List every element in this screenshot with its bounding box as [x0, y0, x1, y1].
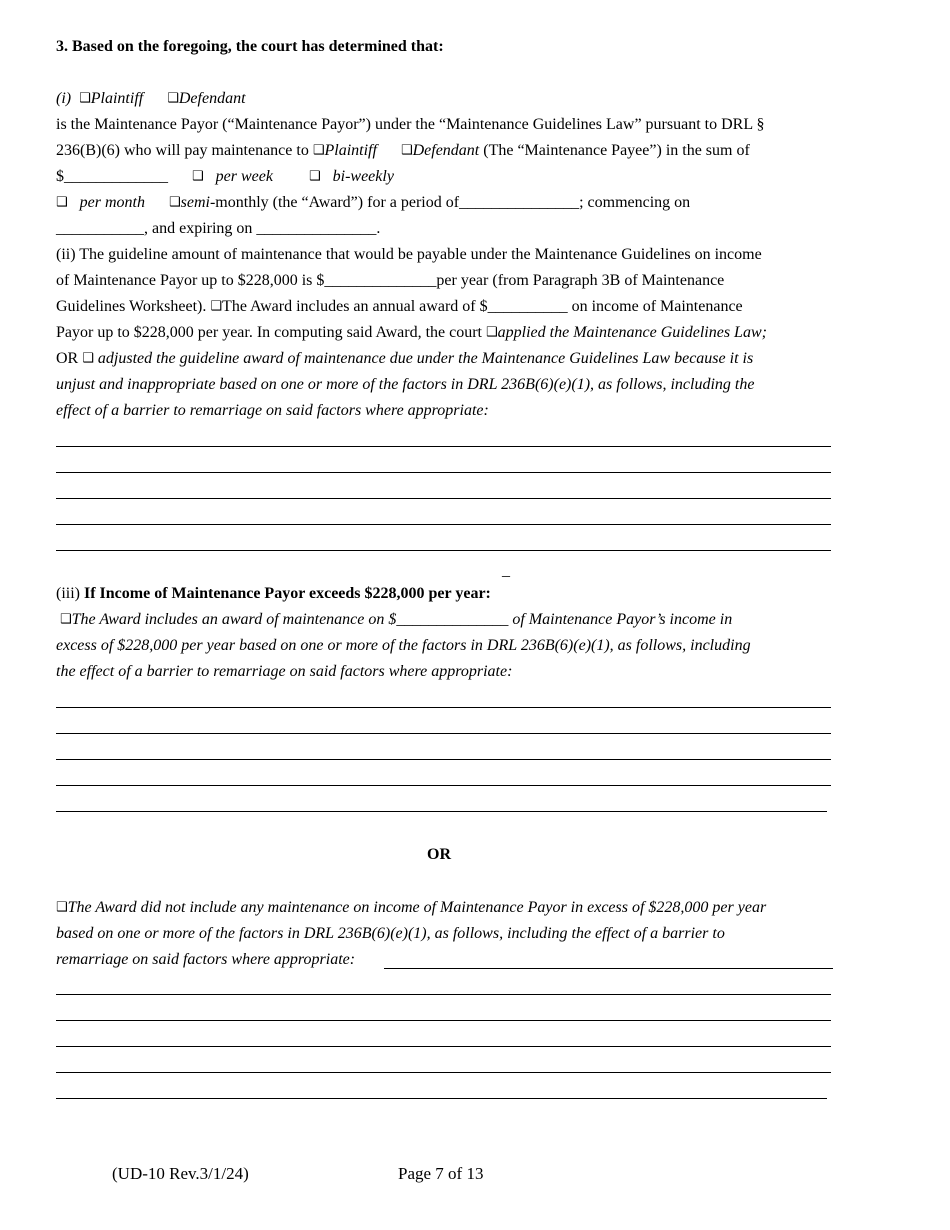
- computing-award-text: Payor up to $228,000 per year. In computing said Award, the court: [56, 324, 486, 341]
- part-ii-line-5: [56, 349, 753, 370]
- part-iii-heading: If Income of Maintenance Payor exceeds $228,000 per year:: [84, 585, 491, 602]
- alt-line-3: remarriage on said factors where appropriate:: [56, 951, 356, 968]
- page-number: Page 7 of 13: [398, 1164, 484, 1183]
- section-heading: 3. Based on the foregoing, the court has determined that:: [56, 38, 444, 55]
- excess-amount-field[interactable]: ______________: [396, 611, 509, 628]
- part-ii-line-1: (ii) The guideline amount of maintenance that would be payable under the Maintenance Guidelines on income: [56, 246, 762, 263]
- part-iii-writing-line[interactable]: [56, 811, 827, 812]
- part-i-payee-line: [56, 141, 750, 162]
- part-i-party-line: [56, 89, 246, 110]
- part-ii-line-3: [56, 297, 743, 318]
- checkbox-icon[interactable]: ❑: [82, 351, 94, 366]
- part-i-frequency-line: [56, 193, 690, 214]
- part-ii-line-7: effect of a barrier to remarriage on said factors where appropriate:: [56, 402, 489, 419]
- part-ii-line-4: [56, 323, 767, 344]
- payee-defendant-label: Defendant: [412, 142, 480, 159]
- part-ii-line-2: of Maintenance Payor up to $228,000 is $______________per year (from Paragraph 3B of Maintenance: [56, 272, 725, 289]
- checkbox-icon[interactable]: ❑: [167, 91, 179, 106]
- part-iii-heading-line: [56, 584, 491, 604]
- alt-writing-line[interactable]: [56, 1020, 831, 1021]
- checkbox-icon[interactable]: ❑: [308, 169, 321, 184]
- checkbox-icon[interactable]: ❑: [79, 91, 91, 106]
- part-iii-writing-line[interactable]: [56, 785, 831, 786]
- part-ii-line-6: unjust and inappropriate based on one or more of the factors in DRL 236B(6)(e)(1), as follows, including the: [56, 376, 755, 393]
- part-ii-writing-line[interactable]: [56, 524, 831, 525]
- part-ii-writing-line[interactable]: [56, 472, 831, 473]
- checkbox-icon[interactable]: ❑: [168, 195, 181, 210]
- semi-label: semi: [180, 194, 210, 211]
- adjusted-award-label: adjusted the guideline award of maintenance due under the Maintenance Guidelines Law because it is: [93, 350, 754, 367]
- part-ii-writing-line[interactable]: [56, 550, 831, 551]
- annual-award-text: The Award includes an annual award of $__________ on income of Maintenance: [222, 298, 743, 315]
- payee-intro-text: 236(B)(6) who will pay maintenance to: [56, 142, 313, 159]
- part-i-payor-line: is the Maintenance Payor (“Maintenance Payor”) under the “Maintenance Guidelines Law” pursuant to DRL §: [56, 116, 765, 133]
- checkbox-icon[interactable]: ❑: [400, 143, 413, 158]
- checkbox-icon[interactable]: ❑: [210, 299, 223, 314]
- worksheet-ref-text: Guidelines Worksheet).: [56, 298, 211, 315]
- part-iii-label: (iii): [56, 585, 84, 602]
- part-i-dates-line: ___________, and expiring on _______________.: [56, 220, 381, 237]
- award-over-text: The Award includes an award of maintenance on $: [71, 611, 397, 628]
- alt-writing-line[interactable]: [56, 994, 831, 995]
- part-ii-writing-line[interactable]: [56, 446, 831, 447]
- part-iii-line-1: [56, 610, 732, 631]
- checkbox-icon[interactable]: ❑: [312, 143, 325, 158]
- alt-writing-line[interactable]: [384, 968, 833, 969]
- no-excess-award-text: The Award did not include any maintenance on income of Maintenance Payor in excess of $228,000 per year: [67, 899, 767, 916]
- defendant-option-label: Defendant: [178, 90, 246, 107]
- alt-line-1: [56, 898, 766, 919]
- part-iii-writing-line[interactable]: [56, 733, 831, 734]
- stray-mark: _: [502, 562, 510, 579]
- part-iii-line-2: excess of $228,000 per year based on one or more of the factors in DRL 236B(6)(e)(1), as follows, including: [56, 637, 751, 654]
- alt-writing-line[interactable]: [56, 1072, 831, 1073]
- checkbox-icon[interactable]: ❑: [60, 612, 72, 627]
- or-text: OR: [56, 350, 83, 367]
- payee-plaintiff-label: Plaintiff: [324, 142, 377, 159]
- applied-guidelines-label: applied the Maintenance Guidelines Law;: [497, 324, 767, 341]
- amount-field[interactable]: $_____________: [56, 168, 168, 185]
- plaintiff-option-label: Plaintiff: [90, 90, 144, 107]
- checkbox-icon[interactable]: ❑: [192, 169, 204, 184]
- part-i-label: (i): [56, 90, 72, 107]
- form-id: (UD-10 Rev.3/1/24): [112, 1164, 249, 1183]
- checkbox-icon[interactable]: ❑: [56, 195, 68, 210]
- alt-writing-line[interactable]: [56, 1046, 831, 1047]
- alt-writing-line[interactable]: [56, 1098, 827, 1099]
- part-iii-writing-line[interactable]: [56, 707, 831, 708]
- checkbox-icon[interactable]: ❑: [486, 325, 498, 340]
- semi-monthly-period-text: -monthly (the “Award”) for a period of_______________; commencing on: [209, 194, 691, 211]
- or-divider-label: OR: [427, 846, 451, 863]
- part-ii-writing-line[interactable]: [56, 498, 831, 499]
- part-iii-writing-line[interactable]: [56, 759, 831, 760]
- bi-weekly-label: bi-weekly: [332, 168, 394, 185]
- part-i-amount-line: [56, 167, 394, 188]
- per-week-label: per week: [215, 168, 273, 185]
- payee-sum-text: (The “Maintenance Payee”) in the sum of: [479, 142, 750, 159]
- checkbox-icon[interactable]: ❑: [56, 900, 68, 915]
- part-iii-line-3: the effect of a barrier to remarriage on said factors where appropriate:: [56, 663, 513, 680]
- alt-line-2: based on one or more of the factors in DRL 236B(6)(e)(1), as follows, including the effect of a barrier to: [56, 925, 725, 942]
- per-month-label: per month: [79, 194, 145, 211]
- payor-income-text: of Maintenance Payor’s income in: [508, 611, 733, 628]
